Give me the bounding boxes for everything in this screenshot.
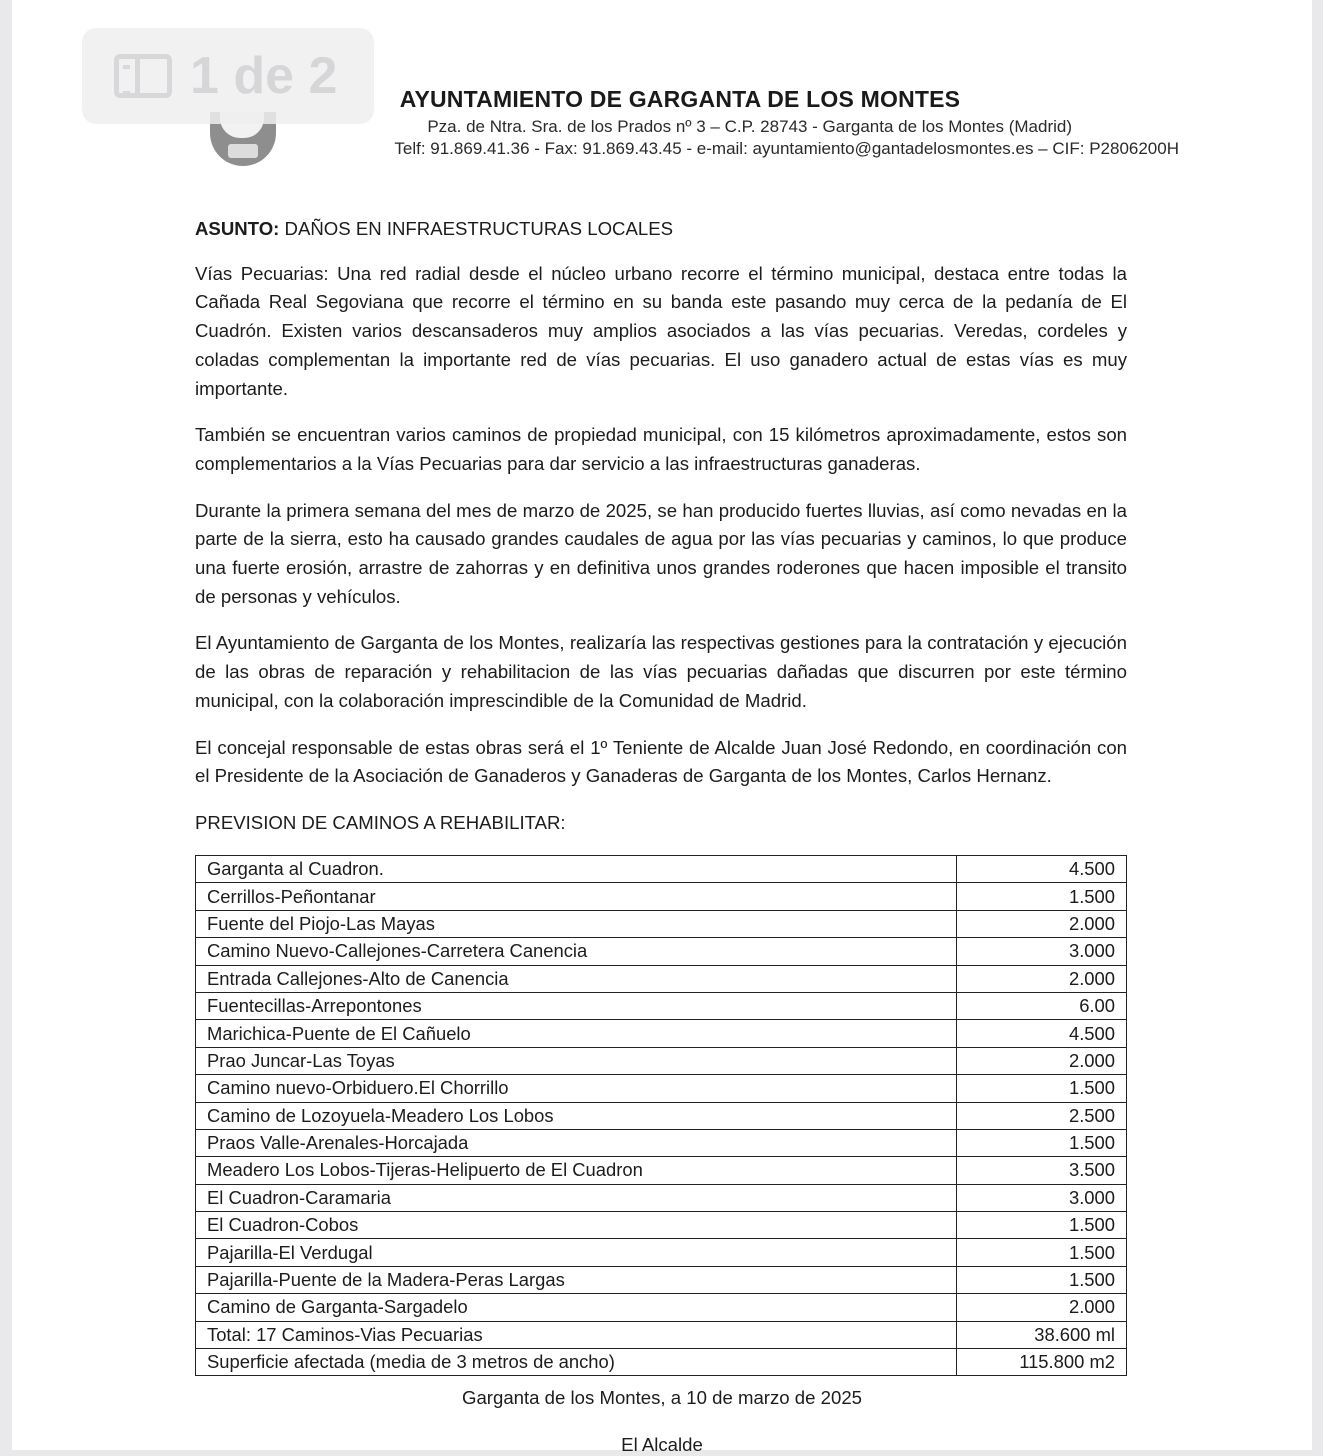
road-length: 1.500 xyxy=(957,1075,1127,1102)
road-name: Camino nuevo-Orbiduero.El Chorrillo xyxy=(196,1075,957,1102)
table-row xyxy=(196,1047,1127,1074)
road-length: 2.000 xyxy=(957,1294,1127,1321)
paragraph: El Ayuntamiento de Garganta de los Montes, realizaría las respectivas gestiones para la contratación y ejecución de las obras de reparación y rehabilitacion de las vías pecuarias dañadas que discurren por este término municipal, con la colaboración imprescindible de la Comunidad de Madrid. xyxy=(195,632,1127,711)
table-row xyxy=(196,938,1127,965)
table-row xyxy=(196,910,1127,937)
road-name: Fuentecillas-Arrepontones xyxy=(196,992,957,1019)
road-length: 2.000 xyxy=(957,1047,1127,1074)
table-row xyxy=(196,1157,1127,1184)
table-row xyxy=(196,1020,1127,1047)
table-row xyxy=(196,856,1127,883)
paragraph: Durante la primera semana del mes de marzo de 2025, se han producido fuertes lluvias, así como nevadas en la parte de la sierra, esto ha causado grandes caudales de agua por las vías pecuarias y caminos, lo que produce una fuerte erosión, arrastre de zahorras y en definitiva unos grandes roderones que hacen imposible el transito de personas y vehículos. xyxy=(195,499,1127,607)
road-length: 4.500 xyxy=(957,1020,1127,1047)
road-length: 2.000 xyxy=(957,910,1127,937)
road-length: 2.500 xyxy=(957,1102,1127,1129)
page-indicator[interactable] xyxy=(82,28,374,124)
road-name: Pajarilla-El Verdugal xyxy=(196,1239,957,1266)
table-row xyxy=(196,1239,1127,1266)
table-row xyxy=(196,992,1127,1019)
table-row xyxy=(196,965,1127,992)
road-length: 1.500 xyxy=(957,1129,1127,1156)
document-body xyxy=(195,215,1127,850)
road-name: Fuente del Piojo-Las Mayas xyxy=(196,910,957,937)
page-indicator-label: 1 de 2 xyxy=(190,47,338,105)
table-row xyxy=(196,1266,1127,1293)
road-length: 1.500 xyxy=(957,1266,1127,1293)
table-row xyxy=(196,1184,1127,1211)
total-length: 38.600 ml xyxy=(957,1321,1127,1348)
road-name: Camino de Garganta-Sargadelo xyxy=(196,1294,957,1321)
road-name: Garganta al Cuadron. xyxy=(196,856,957,883)
road-length: 1.500 xyxy=(957,1212,1127,1239)
signature-line: El Alcalde xyxy=(621,1434,703,1455)
subject-line xyxy=(195,215,1127,244)
total-row xyxy=(196,1321,1127,1348)
paragraph: También se encuentran varios caminos de propiedad municipal, con 15 kilómetros aproximadamente, estos son complementarios a la Vías Pecuarias para dar servicio a las infraestructuras ganaderas. xyxy=(195,424,1127,474)
table-row xyxy=(196,1102,1127,1129)
area-label: Superficie afectada (media de 3 metros de ancho) xyxy=(196,1349,957,1376)
subject-text: DAÑOS EN INFRAESTRUCTURAS LOCALES xyxy=(279,218,674,239)
road-name: Prao Juncar-Las Toyas xyxy=(196,1047,957,1074)
road-name: Marichica-Puente de El Cañuelo xyxy=(196,1020,957,1047)
road-name: Pajarilla-Puente de la Madera-Peras Largas xyxy=(196,1266,957,1293)
paragraph: El concejal responsable de estas obras será el 1º Teniente de Alcalde Juan José Redondo, en coordinación con el Presidente de la Asociación de Ganaderos y Ganaderas de Garganta de los Montes, Carlos Hernanz. xyxy=(195,736,1127,787)
road-length: 3.000 xyxy=(957,938,1127,965)
road-name: Meadero Los Lobos-Tijeras-Helipuerto de El Cuadron xyxy=(196,1157,957,1184)
section-label: PREVISION DE CAMINOS A REHABILITAR: xyxy=(195,811,566,833)
road-name: El Cuadron-Cobos xyxy=(196,1212,957,1239)
table-row xyxy=(196,1075,1127,1102)
total-label: Total: 17 Caminos-Vias Pecuarias xyxy=(196,1321,957,1348)
area-row xyxy=(196,1349,1127,1376)
header-contact: Telf: 91.869.41.36 - Fax: 91.869.43.45 - e-mail: ayuntamiento@gantadelosmontes.es – CIF: P2806200H xyxy=(394,139,1179,158)
document-header-title: AYUNTAMIENTO DE GARGANTA DE LOS MONTES xyxy=(399,86,961,112)
sidebar-toggle-icon[interactable] xyxy=(114,54,172,98)
road-length: 2.000 xyxy=(957,965,1127,992)
area-value: 115.800 m2 xyxy=(957,1349,1127,1376)
road-length: 1.500 xyxy=(957,883,1127,910)
road-name: Praos Valle-Arenales-Horcajada xyxy=(196,1129,957,1156)
date-line: Garganta de los Montes, a 10 de marzo de 2025 xyxy=(461,1387,863,1408)
road-length: 6.00 xyxy=(957,992,1127,1019)
road-name: Cerrillos-Peñontanar xyxy=(196,883,957,910)
header-address: Pza. de Ntra. Sra. de los Prados nº 3 – C.P. 28743 - Garganta de los Montes (Madrid) xyxy=(427,117,1072,136)
subject-label: ASUNTO: xyxy=(195,218,280,239)
road-name: Camino de Lozoyuela-Meadero Los Lobos xyxy=(196,1102,957,1129)
road-name: Camino Nuevo-Callejones-Carretera Canencia xyxy=(196,938,957,965)
document-page xyxy=(12,0,1312,1455)
road-length: 3.500 xyxy=(957,1157,1127,1184)
road-name: El Cuadron-Caramaria xyxy=(196,1184,957,1211)
table-row xyxy=(196,883,1127,910)
table-row xyxy=(196,1294,1127,1321)
paragraph: Vías Pecuarias: Una red radial desde el núcleo urbano recorre el término municipal, destaca entre todas la Cañada Real Segoviana que recorre el término en su banda este pasando muy cerca de la pedanía de El Cuadrón. Existen varios descansaderos muy amplios asociados a las vías pecuarias. Veredas, cordeles y coladas complementan la importante red de vías pecuarias. El uso ganadero actual de estas vías es muy importante. xyxy=(195,262,1127,399)
road-length: 1.500 xyxy=(957,1239,1127,1266)
table-row xyxy=(196,1212,1127,1239)
road-name: Entrada Callejones-Alto de Canencia xyxy=(196,965,957,992)
road-length: 3.000 xyxy=(957,1184,1127,1211)
road-length: 4.500 xyxy=(957,856,1127,883)
table-row xyxy=(196,1129,1127,1156)
roads-table xyxy=(195,855,1127,1376)
